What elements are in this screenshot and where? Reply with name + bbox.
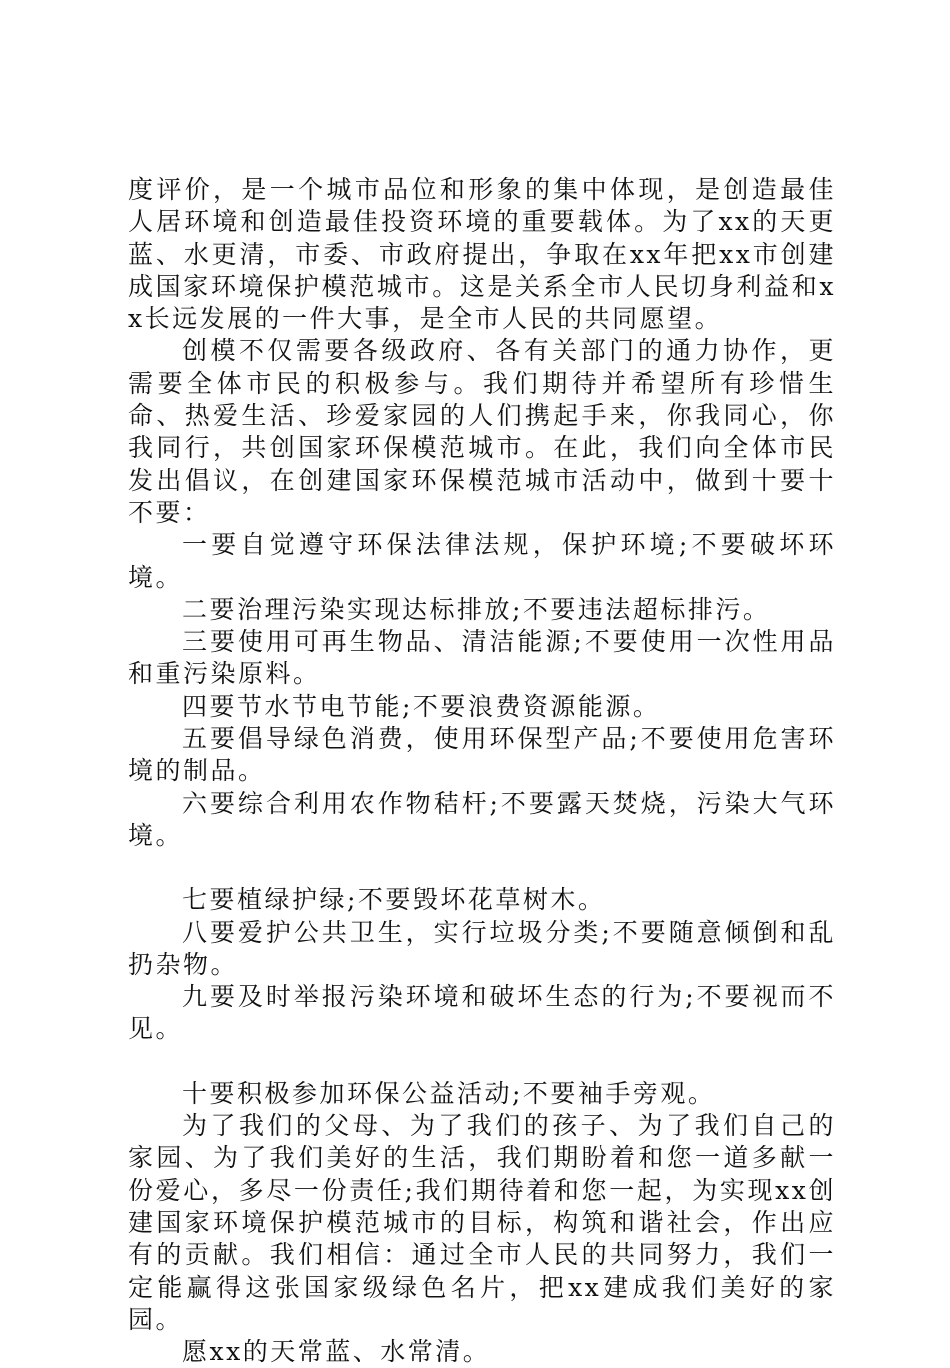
paragraph-closing: 为了我们的父母、为了我们的孩子、为了我们自己的家园、为了我们美好的生活，我们期盼着和您一道多献一份爱心，多尽一份责任;我们期待着和您一起，为实现xx创建国家环境保护模范城市的目标，构筑和谐社会，作出应有的贡献。我们相信：通过全市人民的共同努力，我们一定能赢得这张国家级绿色名片，把xx建成我们美好的家园。 [128,1111,836,1334]
list-item-10: 十要积极参加环保公益活动;不要袖手旁观。 [182,1078,716,1108]
list-item-7: 七要植绿护绿;不要毁坏花草树木。 [182,885,606,915]
paragraph-appeal: 创模不仅需要各级政府、各有关部门的通力协作，更需要全体市民的积极参与。我们期待并希望所有珍惜生命、热爱生活、珍爱家园的人们携起手来，你我同心，你我同行，共创国家环保模范城市。在此，我们向全体市民发出倡议，在创建国家环保模范城市活动中，做到十要十不要： [128,336,836,527]
list-item-2: 二要治理污染实现达标排放;不要违法超标排污。 [182,594,771,624]
list-item-9: 九要及时举报污染环境和破坏生态的行为;不要视而不见。 [128,982,836,1044]
list-item-1: 一要自觉遵守环保法律法规，保护环境;不要破坏环境。 [128,530,836,592]
list-item-5: 五要倡导绿色消费，使用环保型产品;不要使用危害环境的制品。 [128,724,836,786]
list-item-6: 六要综合利用农作物秸杆;不要露天焚烧，污染大气环境。 [128,788,836,850]
list-item-8: 八要爱护公共卫生，实行垃圾分类;不要随意倾倒和乱扔杂物。 [128,917,836,979]
list-item-3: 三要使用可再生物品、清洁能源;不要使用一次性用品和重污染原料。 [128,627,836,689]
document-body [128,174,836,1368]
paragraph-wish: 愿xx的天常蓝、水常清。 [182,1337,491,1367]
paragraph-intro: 度评价，是一个城市品位和形象的集中体现，是创造最佳人居环境和创造最佳投资环境的重要载体。为了xx的天更蓝、水更清，市委、市政府提出，争取在xx年把xx市创建成国家环境保护模范城市。这是关系全市人民切身利益和xx长远发展的一件大事，是全市人民的共同愿望。 [128,175,836,334]
list-item-4: 四要节水节电节能;不要浪费资源能源。 [182,691,661,721]
